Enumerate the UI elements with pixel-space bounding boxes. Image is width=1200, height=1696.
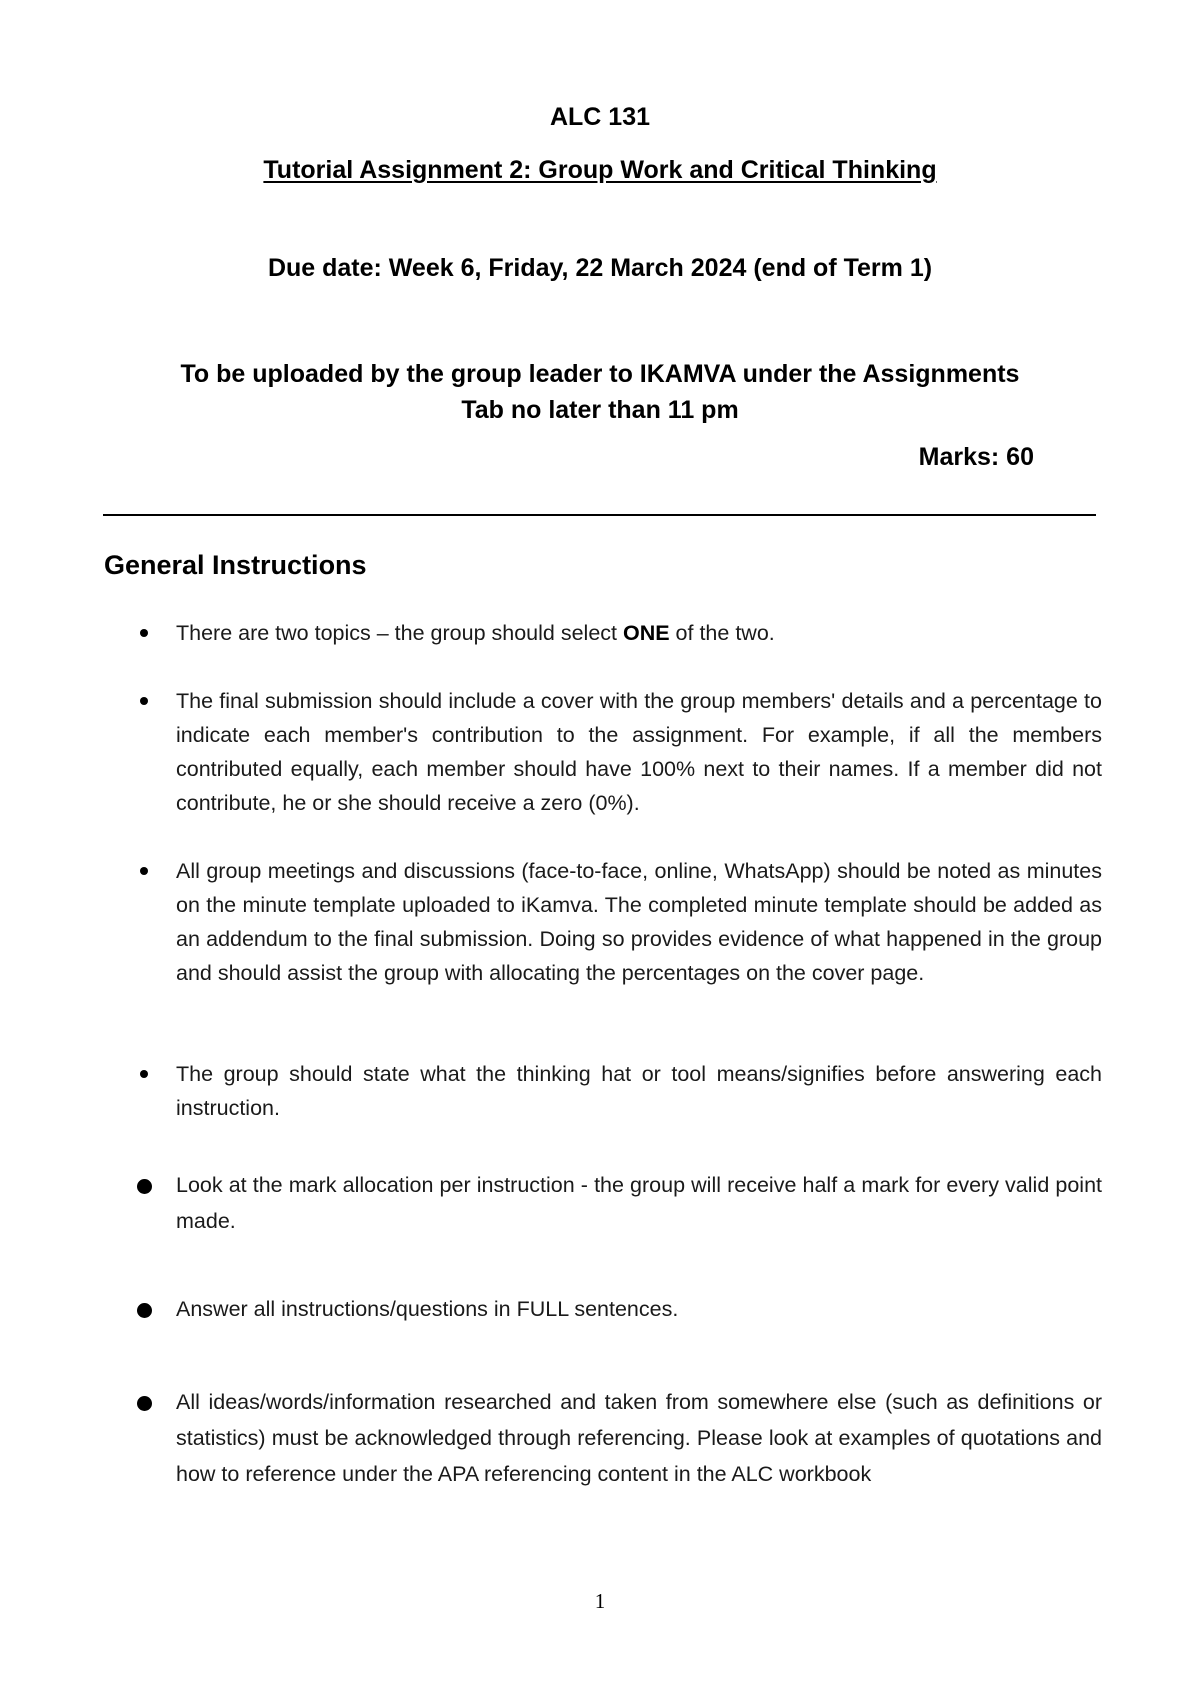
- item-text-bold: ONE: [622, 621, 670, 645]
- bullet-icon: [140, 1070, 148, 1078]
- item-text-after: of the two.: [669, 621, 775, 645]
- list-item: [176, 616, 1102, 650]
- page-number: 1: [594, 1589, 606, 1613]
- list-item: The group should state what the thinking hat or tool means/signifies before answering each instruction.: [176, 1062, 1102, 1120]
- list-item: The final submission should include a cover with the group members' details and a percentage to indicate each member's contribution to the assignment. For example, if all the members contributed equally, each member should have 100% next to their names. If a member did not contribute, he or she should receive a zero (0%).: [176, 689, 1102, 815]
- bullet-icon: [137, 1179, 152, 1194]
- bullet-icon: [137, 1303, 152, 1318]
- bullet-icon: [137, 1396, 152, 1411]
- list-item: All ideas/words/information researched and taken from somewhere else (such as definitions or statistics) must be acknowledged through referencing. Please look at examples of quotations and how to reference under the APA referencing content in the ALC workbook: [176, 1390, 1102, 1486]
- assignment-title: [0, 155, 1200, 185]
- upload-line-1: To be uploaded by the group leader to IKAMVA under the Assignments: [180, 360, 1020, 388]
- horizontal-rule: [103, 514, 1096, 516]
- course-code: ALC 131: [549, 103, 651, 131]
- assignment-title-text: Tutorial Assignment 2: Group Work and Critical Thinking: [263, 156, 937, 184]
- bullet-icon: [140, 629, 148, 637]
- marks-total: Marks: 60: [918, 443, 1034, 471]
- list-item: All group meetings and discussions (face-to-face, online, WhatsApp) should be noted as minutes on the minute template uploaded to iKamva. The completed minute template should be added as an addendum to the final submission. Doing so provides evidence of what happened in the group and should assist the group with allocating the percentages on the cover page.: [176, 859, 1102, 985]
- due-date: Due date: Week 6, Friday, 22 March 2024 (end of Term 1): [267, 254, 933, 282]
- upload-line-2: Tab no later than 11 pm: [461, 396, 739, 424]
- section-heading: General Instructions: [104, 550, 367, 580]
- bullet-icon: [140, 867, 148, 875]
- item-text-before: There are two topics – the group should select: [176, 621, 623, 645]
- list-item: Look at the mark allocation per instruction - the group will receive half a mark for every valid point made.: [176, 1173, 1102, 1233]
- upload-instructions: [0, 356, 1200, 428]
- bullet-icon: [140, 697, 148, 705]
- list-item: Answer all instructions/questions in FULL sentences.: [176, 1297, 679, 1321]
